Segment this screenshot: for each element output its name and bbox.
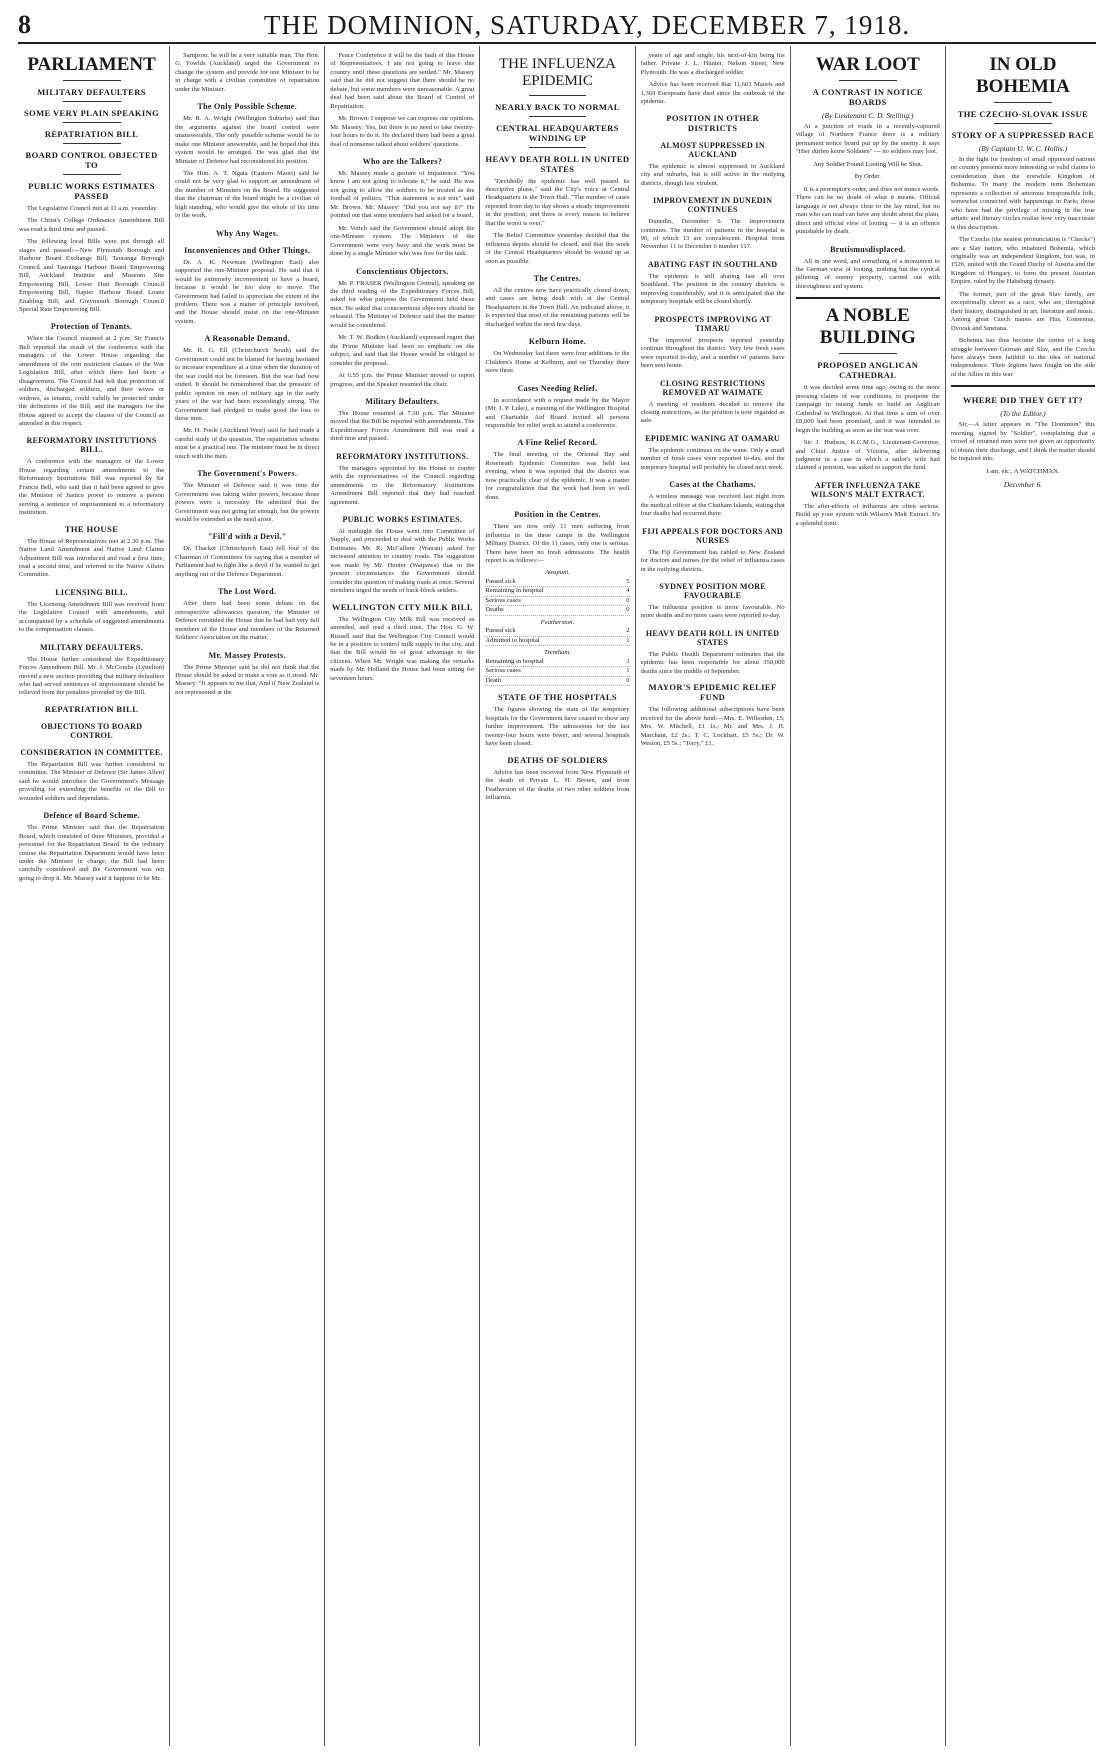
article-paragraph: "Decidedly the epidemic has well passed its descriptive phase," said the City's voice at Central Headquarters in the Town Hall. "The number of cases reported from day to day shows a steady improvement in the position, and there is every reason to believe that the worst is over." (485, 177, 630, 227)
table-row (485, 658, 629, 668)
column-4 (479, 46, 634, 1746)
article-paragraph: The improved prospects reported yesterday continue throughout the district. Very few fresh cases were reported to-day, and a number of patients have been sent home. (640, 336, 785, 370)
article-paragraph: A conference with the managers of the Lower House regarding certain amendments to the Reformatory Institutions Bill was reported by Sir Francis Bell, who said that it had been agreed to give the Minister of Justice power to remove a person serving a sentence of imprisonment to a reformatory institution. (19, 458, 165, 517)
subhead-death-roll: HEAVY DEATH ROLL IN UNITED STATES (485, 153, 630, 174)
article-paragraph: The Wellington City Milk Bill was received as amended, and read a third time. The Hon. G. W. Russell said that the Wellington City Council would be in a position to control milk supply in the city, and that the Bill would be of great advantage to the citizens. When Mr. Wright was making the remarks made by Mr. Holland the House had been sitting for seventeen hours. (330, 615, 475, 682)
row-label: Serious cases (485, 667, 521, 675)
section-heading: Position in the Centres. (514, 510, 601, 520)
section-heading: DEATHS OF SOLDIERS (507, 754, 608, 765)
article-paragraph: At 6.55 p.m. the Prime Minister moved to report progress, and the Speaker resumed the chair. (330, 372, 475, 388)
subhead-czecho-slovak: THE CZECHO-SLOVAK ISSUE (957, 109, 1089, 119)
table-row (485, 677, 629, 687)
headline-noble-building: A NOBLE BUILDING (819, 305, 916, 349)
article-paragraph: The following additional subscriptions have been received for the above fund:—Mrs. E. Willesden, £5; Mrs. W. Mitchell, £1 1s.; Mr. and Mrs. J. H. Marchant, £2 2s.; T. C. Lockhart, £5 5s.; Dr. W. Weston, £5 5s.; "Terry," £1. (640, 706, 785, 748)
section-heading: Defence of Board Scheme. (43, 811, 140, 821)
section-heading: ALMOST SUPPRESSED IN AUCKLAND (660, 140, 765, 159)
row-label: Death (485, 676, 502, 684)
section-heading: The Lost Word. (218, 587, 277, 597)
subhead-plain-speaking: SOME VERY PLAIN SPEAKING (23, 108, 160, 118)
article-paragraph: The epidemic continues on the wane. Only a small number of fresh cases were reported to-day, and the temporary hospital will probably be closed next week. (640, 446, 785, 471)
article-paragraph: Mr. T. W. Bodkin (Auckland) expressed regret that the Prime Minister had been so emphatic on the subject, and said that the House would be obliged to consider the proposal. (330, 334, 475, 367)
section-heading: Military Defaulters. (365, 396, 440, 406)
section-heading: LICENSING BILL. (55, 587, 128, 597)
table-section-title: Awapuni. (545, 569, 570, 577)
section-heading: ABATING FAST IN SOUTHLAND (647, 259, 778, 269)
row-value: 3 (626, 657, 630, 665)
column-6 (790, 46, 945, 1746)
section-heading: STATE OF THE HOSPITALS (497, 692, 618, 703)
article-paragraph: years of age and single, his next-of-kin being his father. Private J. L. Hunter, Nelson Street, New Plymouth. He was a discharged soldier. (640, 52, 785, 76)
article-paragraph: Advice has been received from New Plymouth of the death of Private L. H. Brown, and from Featherston of the deaths of two other soldiers from influenza. (485, 768, 630, 802)
divider (839, 353, 897, 354)
advert-heading: AFTER INFLUENZA TAKE WILSON'S MALT EXTRACT. (810, 480, 925, 499)
row-label: Remaining in hospital (485, 587, 544, 595)
article-paragraph: The managers appointed by the House to confer with the representatives of the Council regarding amendments to the Reformatory Institutions Amendment Bill reported that they had reached agreement. (330, 464, 475, 506)
column-1 (14, 46, 169, 1746)
article-paragraph: It is a peremptory order, and does not mince words. There can be no doubt of what it means. Official language is not always clear to the lay mind, but no man who can read can have any doubt about the plain, direct and official view of looting — it is an offence punishable by death. (795, 185, 940, 236)
section-heading: Brutismusdisplaced. (830, 244, 906, 254)
article-paragraph: When the Council resumed at 2 p.m. Sir Francis Bell reported the result of the conference with the managers of the Lower House regarding the amendment of the rent restriction clauses of the War Legislation Bill, after which there had been a disagreement. The Council had felt that protection of soldiers, discharged soldiers, and their wives or widows, as tenants, could validly be protected under the definitions of the Bill, and the managers for the House agreed to accept the clauses of the Council as amended in this respect. (19, 335, 165, 427)
letter-paragraph: Sir,—A letter appears in "The Dominion" this morning, signed by "Soldier", complaining that a crowd of returned men were not given an opportunity to obtain their discharge, and I think the matter should be inquired into. (950, 421, 1095, 463)
article-paragraph: The Public Health Department estimates that the epidemic has been responsible for about 350,000 deaths since the middle of September. (640, 650, 785, 675)
page-number: 8 (18, 10, 31, 39)
row-label: Passed sick (485, 627, 516, 635)
divider (994, 123, 1052, 124)
section-heading: Why Any Wages. (215, 228, 279, 238)
row-value: 1 (626, 636, 630, 644)
section-heading: The Centres. (533, 274, 582, 284)
article-paragraph: The Christ's College Ordinance Amendment Bill was read a third time and passed. (19, 217, 165, 233)
article-paragraph: The final meeting of the Oriental Bay and Roseneath Epidemic Committee was held last evening, when it was reported that the district was now practically clear of the epidemic. It was a matter for congratulation that the work had been so well done. (485, 451, 630, 501)
section-heading: IMPROVEMENT IN DUNEDIN CONTINUES (652, 196, 773, 215)
article-paragraph: Mr. H. Poole (Auckland West) said he had made a careful study of the question. The repatriation scheme must be a practical one. The minister must be in direct touch with the men. (175, 427, 320, 460)
article-paragraph: The Relief Committee yesterday decided that the influenza depots should be closed, and that the work of the Central Headquarters should be wound up as soon as possible. (485, 232, 630, 265)
section-heading: Cases Needing Relief. (517, 383, 598, 393)
letter-signoff: I am, etc., A WATCHMAN. (986, 467, 1060, 475)
subhead-public-works: PUBLIC WORKS ESTIMATES PASSED (28, 181, 155, 201)
subhead-repatriation-bill: REPATRIATION BILL (44, 129, 139, 139)
table-section-title: Featherston. (540, 618, 575, 626)
section-heading: Inconveniences and Other Things. (184, 245, 311, 255)
row-label: Passed sick (485, 577, 516, 585)
article-paragraph: The Licensing Amendment Bill was received from the Legislative Council with amendments, and accompanied by a schedule of suggested amendments to the compensation clauses. (19, 600, 165, 634)
article-paragraph: After there had been some debate on the retrospective allowances question, the Minister of Defence reminded the House that he had had very full members of the House and members of the Returned Soldiers' Association on the matter. (175, 600, 320, 642)
letter-box (951, 385, 1095, 489)
section-heading: POSITION IN OTHER DISTRICTS (666, 112, 760, 133)
article-paragraph: Dr. Thacker (Christchurch East) fell foul of the Chairman of Committees for saying that a member of Parliament had to fight like a devil if he wanted to get anything out of the Defence Department. (175, 545, 320, 578)
section-heading-house: THE HOUSE (64, 523, 119, 534)
article-paragraph: The figures showing the state of the temporary hospitals for the Government have ceased to show any further improvement. The admissions for the last twenty-four hours were fewer, and several hospitals have been closed. (485, 706, 630, 748)
divider (63, 143, 121, 144)
section-heading: Protection of Tenants. (50, 322, 133, 332)
article-paragraph: Mr. H. G. Ell (Christchurch South) said the Government could not be blamed for having hesitated to increase expenditure at a time when the duration of the war could not be foreseen. But the war had now ended. It should be remembered that the pressure of public opinion on men of military age in the early years of the war had been exceedingly strong. The Government had pledged to make good the loss to these men. (175, 347, 320, 422)
divider (63, 101, 121, 102)
table-row (485, 597, 629, 607)
subhead-suppressed-race: STORY OF A SUPPRESSED RACE (951, 130, 1095, 140)
section-heading: The Government's Powers. (197, 469, 298, 479)
byline: (By Lieutenant C. D. Stelling.) (822, 111, 914, 120)
section-heading: MAYOR'S EPIDEMIC RELIEF FUND (648, 682, 777, 703)
section-heading: SYDNEY POSITION MORE FAVOURABLE (659, 581, 766, 600)
article-paragraph: The epidemic is still abating fast all over Southland. The position in the country districts is improving considerably, and it is anticipated that the temporary hospitals will be closed shortly. (640, 272, 785, 306)
section-heading: REPATRIATION BILL (44, 703, 139, 714)
section-heading: HEAVY DEATH ROLL IN UNITED STATES (645, 628, 780, 647)
article-paragraph: There are now only 11 men suffering from influenza in the three camps in the Wellington Military District. Of the 11 cases, only one is serious. There have been no fresh admissions. The health report is as follows:— (485, 523, 630, 564)
row-value: 2 (626, 627, 630, 635)
section-heading: The Only Possible Scheme. (197, 102, 297, 112)
newspaper-columns (14, 46, 1100, 1746)
article-paragraph: Dr. A. K. Newman (Wellington East) also supported the one-Minister proposal. He said that it would be extremely inconvenient to have a board, because it would be too slow to move. The Government had failed to appreciate the extent of the problem. There was a matter of principle involved, and the House should insist on the one-Minister system. (175, 258, 320, 325)
subhead-board-control: BOARD CONTROL OBJECTED TO (25, 150, 158, 170)
table-row (485, 637, 629, 647)
byline: (By Captain U. W. C. Hollis.) (978, 144, 1068, 153)
section-heading: A Reasonable Demand. (204, 334, 290, 344)
row-value: 5 (626, 577, 630, 585)
row-value: 0 (626, 596, 630, 604)
article-paragraph: At a junction of roads in a recently-captured village of Northern France there is a military permanent notice board put up by the enemy. It says "Hier dürfen keine Soldaten" — no soldiers may loot. (795, 123, 940, 156)
table-section-title: Trentham. (544, 649, 571, 657)
section-heading: CLOSING RESTRICTIONS REMOVED AT WAIMATE (659, 378, 766, 397)
article-paragraph: The Czechs (the nearest pronunciation is "Checks") are a Slav nation, who inhabited Bohemia, which originally was an independent kingdom, but was, in 1526, united with the Grand Duchy of Austria and the Kingdom of Hungary, to form the present Austrian Empire, ruled by the Habsburg dynasty. (950, 236, 1095, 286)
column-7 (945, 46, 1100, 1746)
table-row (485, 627, 629, 637)
row-value: 0 (626, 676, 630, 684)
article-paragraph: The influenza position is more favourable. No more deaths and no more cases were reported to-day. (640, 603, 785, 620)
article-paragraph: Advice has been received that 11,603 Maoris and 1,369 Europeans have died since the outbreak of the epidemic. (640, 81, 785, 106)
section-heading: REFORMATORY INSTITUTIONS. (336, 451, 469, 461)
letter-heading: WHERE DID THEY GET IT? (962, 395, 1083, 406)
divider (529, 147, 587, 148)
divider (529, 95, 587, 96)
newspaper-title: THE DOMINION, SATURDAY, DECEMBER 7, 1918. (263, 9, 911, 40)
subhead-cathedral: PROPOSED ANGLICAN CATHEDRAL (817, 360, 919, 381)
letter-date: December 6. (1003, 480, 1043, 490)
divider (63, 122, 121, 123)
divider (994, 102, 1052, 103)
section-heading: FIJI APPEALS FOR DOCTORS AND NURSES (642, 526, 783, 545)
section-heading: OBJECTIONS TO BOARD CONTROL (40, 721, 143, 740)
article-paragraph: The epidemic is almost suppressed in Auckland city and suburbs, but is still active in the outlying districts, though less virulent. (640, 162, 785, 187)
article-paragraph: Mr. Massey made a gesture of impatience. "You know I am not going to tolerate it," he said. He was not going to allow the soldiers to be treated as the football of politics. "That statement is not true" said Mr. Brown. Mr. Massey: "Did you not say it?" He pointed out that some members had asked for a board. (330, 169, 475, 220)
column-5 (635, 46, 790, 1746)
article-paragraph: All the centres now have practically closed down, and cases are being dealt with at the Central Headquarters in the Town Hall. An indicated above, it is expected that most of the remaining patients will be discharged within the next few days. (485, 287, 630, 328)
divider (63, 174, 121, 175)
column-2 (169, 46, 324, 1746)
headline-old-bohemia: IN OLD BOHEMIA (975, 54, 1070, 97)
section-heading: Mr. Massey Protests. (208, 650, 286, 660)
article-paragraph: Bohemia has thus become the centre of a long struggle between German and Slav, and the Czechs have always been faithful to the idea of national independence. Their legions have fought on the side of the Allies in this war. (950, 337, 1095, 378)
article-paragraph: Mr. P. FRASER (Wellington Central), speaking on the third reading of the Expeditionary Forces Bill, asked for what purpose the Government held these men. He asked that conscientious objectors should be released. The Minister of Defence said that the matter would be considered. (330, 279, 475, 329)
divider (839, 80, 897, 81)
section-heading: "Fill'd with a Devil." (207, 532, 287, 542)
row-value: 4 (626, 587, 630, 595)
article-paragraph: The former, part of the great Slav family, are exceptionally clever as a race, who are, throughout their history, distinguished in art, literature and music. Among great Czech names are Hus, Comenius, Dvorak and Smetana. (950, 290, 1095, 332)
section-heading: WELLINGTON CITY MILK BILL (331, 601, 473, 612)
masthead (18, 8, 1096, 44)
article-paragraph: Sir J. Hudson, K.C.M.G., Lieutenant-Governor, and Chief Justice of Victoria, after delivering judgment in a case in which a sailor's wife had claimed a pension, was asked to support the fund. (795, 439, 940, 472)
article-paragraph: All in one word, and something of a monument to the German view of looting, nothing but the cynical pilfering of enemy property, carried out with thoroughness and system. (795, 257, 940, 290)
divider (529, 116, 587, 117)
section-heading: Kelburn Home. (528, 337, 587, 347)
article-paragraph: The House of Representatives met at 2.30 p.m. The Native Land Amendment and Native Land Claims Adjustment Bill was introduced and read a first time, read a second time, and referred to the Native Affairs Committee. (19, 537, 165, 579)
advert-paragraph: The after-effects of influenza are often serious. Build up your system with Wilson's Malt Extract. It's a splendid tonic. (795, 502, 940, 527)
section-heading: EPIDEMIC WANING AT OAMARU (645, 433, 781, 443)
row-value: 0 (626, 606, 630, 614)
headline-influenza: THE INFLUENZA EPIDEMIC (498, 56, 617, 90)
table-row (485, 587, 629, 597)
article-paragraph: In the fight for freedom of small oppressed nations no country presents more interesting or valid claims to consideration than the erstwhile Kingdom of Bohemia. To many the modern term Bohemian represents a collection of amorous irresponsible folk, somewhat connected with happenings in Paris; those who have had the privilege of mixing in the true artistic and literary circles realise how very inaccurate is this description. (950, 156, 1095, 231)
row-label: Deaths (485, 606, 504, 614)
article-paragraph: The Minister of Defence said it was time the Government was taking wider powers, because those powers were a necessity. He admitted that the Government was not going far enough, but the powers would be extended as the need arose. (175, 482, 320, 524)
subhead-military-defaulters: MILITARY DEFAULTERS (37, 87, 146, 97)
article-paragraph: It was decided some time ago, owing to the more pressing claims of war conditions, to postpone the campaign in raising funds to build an Anglican Cathedral in Wellington. At that time a sum of over £8,000 had been promised, and it was intended to begin the building as soon as the war was over. (795, 384, 940, 434)
article-paragraph: A meeting of residents decided to remove the closing restrictions, as the position is now regarded as safe. (640, 400, 785, 425)
article-paragraph: Dunedin, December 6. The improvement continues. The number of patients in the hospital is 96, of which 13 are convalescent. Hospital from November 11 to December 6 number 117. (640, 218, 785, 251)
section-heading: MILITARY DEFAULTERS. (40, 642, 144, 652)
health-report-table (485, 569, 629, 686)
divider (63, 80, 121, 81)
section-heading: CONSIDERATION IN COMMITTEE. (20, 747, 163, 757)
section-heading: REFORMATORY INSTITUTIONS BILL. (26, 436, 157, 455)
section-heading: A Fine Relief Record. (517, 438, 598, 448)
section-heading: PROSPECTS IMPROVING AT TIMARU (654, 314, 771, 333)
article-paragraph: The House resumed at 7.30 p.m. The Minister moved that the Bill be reported with amendments. The Expeditionary Forces Amendment Bill was read a third time and passed. (330, 409, 475, 443)
article-paragraph: The Hon. A. T. Ngata (Eastern Maori) said he could not be very glad to support an amendment of the number of Ministers on the Board. He suggested that the chairman of the board might be a civilian of high standing, who would give the whole of his time to the work. (175, 169, 320, 220)
section-heading: Conscientious Objectors. (356, 266, 449, 276)
article-paragraph: Sampson, he will be a very suitable man. The Hon. G. Fowlds (Auckland) urged the Government to change the system and provide for one Minister to be in charge with a civilian committee of repatriation under the Minister. (175, 52, 320, 93)
section-heading: Cases at the Chathams. (669, 480, 756, 490)
article-paragraph: Mr. R. A. Wright (Wellington Suburbs) said that the arguments against the board control were unanswerable. The only possible scheme would be to make one Minister answerable, and he hoped that this system would be arranged. He was glad that the Minister of Defence had reconsidered his position. (175, 115, 320, 165)
row-value: 1 (626, 667, 630, 675)
letter-addressee: (To the Editor.) (1000, 409, 1046, 419)
row-label: Remaining in hospital (485, 657, 544, 665)
row-label: Serious cases (485, 596, 521, 604)
section-heading: PUBLIC WORKS ESTIMATES. (342, 515, 463, 525)
headline-war-loot: WAR LOOT (815, 54, 920, 75)
article-paragraph: The Prime Minister said he did not think that the House should be asked to make a vote as it stood. Mr. Massey: "It appears to me that, And if New Zealand is not represented at the (175, 663, 320, 696)
notice-signature: By Order. (854, 173, 881, 181)
article-paragraph: Mr. Veitch said the Government should adopt the one-Minister system. The Ministers of the Government were very busy and the work must be done by a single Minister who was free for the task. (330, 224, 475, 258)
article-paragraph: The following local Bills were put through all stages and passed:—New Plymouth Borough and Harbour Board Exchange Bill, Tauranga Borough Council and Tauranga Harbour Board Empowering Bill, Auckland Institute and Museum Site Empowering Bill, Lower Hutt Borough Council Empowering Bill, Napier Harbour Board Loans Enabling Bill, and Greymouth Borough Council Special Rate Empowering Bill. (19, 238, 165, 313)
article-paragraph: The Prime Minister said that the Repatriation Board, which consisted of three Ministers, provided a personnel for the Repatriation Board. In the ordinary course the Repatriation Department would have been under the Minister in charge; the Bill had been carefully considered and the Government was not going to drop it. Mr. Massey said it happens to be Mr. (19, 824, 165, 882)
article-paragraph: At midnight the House went into Committee of Supply, and proceeded to deal with the Public Works Estimates. Mr. R. McCallum (Wairau) asked for increased attention to country roads. The suggestion was made by Mr. Hunter (Waipawa) that in the present circumstances the Government should consider the question of making roads at once. Several members urged the needs of back-block settlers. (330, 528, 475, 595)
table-row (485, 667, 629, 677)
column-3 (324, 46, 479, 1746)
subhead-notice-boards: A CONTRAST IN NOTICE BOARDS (812, 87, 923, 107)
table-row (485, 578, 629, 588)
section-heading: Who are the Talkers? (362, 156, 443, 166)
article-paragraph: The House further considered the Expeditionary Forces Amendment Bill. Mr. J. McCombs (Lyttelton) moved a new section providing that military defaulters who had served sentences of imprisonment should be relieved from the penalties provided by the Bill. (19, 655, 165, 697)
notice-quote: Any Soldier Found Looting Will be Shot. (813, 160, 923, 168)
table-row (485, 606, 629, 616)
article-paragraph: Peace Conference it will be the fault of this House of Representatives. I am not going to leave this country until these questions are settled." Mr. Massey said that he did not suggest that there should be no debate, but some members were unreasonable. A great deal had been said about the Board of Control of Repatriation. (330, 52, 475, 110)
article-paragraph: The Legislative Council met at 11 a.m. yesterday. (27, 205, 158, 212)
headline-parliament: PARLIAMENT (27, 54, 156, 75)
subhead-headquarters: CENTRAL HEADQUARTERS WINDING UP (496, 122, 619, 143)
article-box (796, 297, 940, 435)
article-paragraph: Mr. Brown: I suppose we can express our opinions. Mr. Massey: Yes, but there is no need to take twenty-four hours to do it. He declared there had been a great deal of nonsense talked about soldiers' questions. (330, 115, 475, 148)
article-paragraph: In accordance with a request made by the Mayor (Mr. J. P. Luke), a meeting of the Wellington Hospital and Charitable Aid Board invited all persons responsible for relief work to attend a conference. (485, 396, 630, 430)
article-paragraph: The Fiji Government has cabled to New Zealand for doctors and nurses for the relief of influenza cases in the outlying districts. (640, 548, 785, 573)
article-paragraph: The Repatriation Bill was further considered in committee. The Minister of Defence (Sir James Allen) said he would introduce the Government's Message providing for extending the benefits of the Bill to wounded soldiers and dependants. (19, 760, 165, 802)
article-paragraph: A wireless message was received last night from the medical officer at the Chatham Islands, stating that four deaths had occurred there. (640, 493, 785, 518)
subhead-normal: NEARLY BACK TO NORMAL (495, 101, 620, 112)
row-label: Admitted to hospital (485, 636, 540, 644)
article-paragraph: On Wednesday last there were four additions to the Children's Home at Kelburn, and on Thursday there were three. (485, 350, 630, 375)
